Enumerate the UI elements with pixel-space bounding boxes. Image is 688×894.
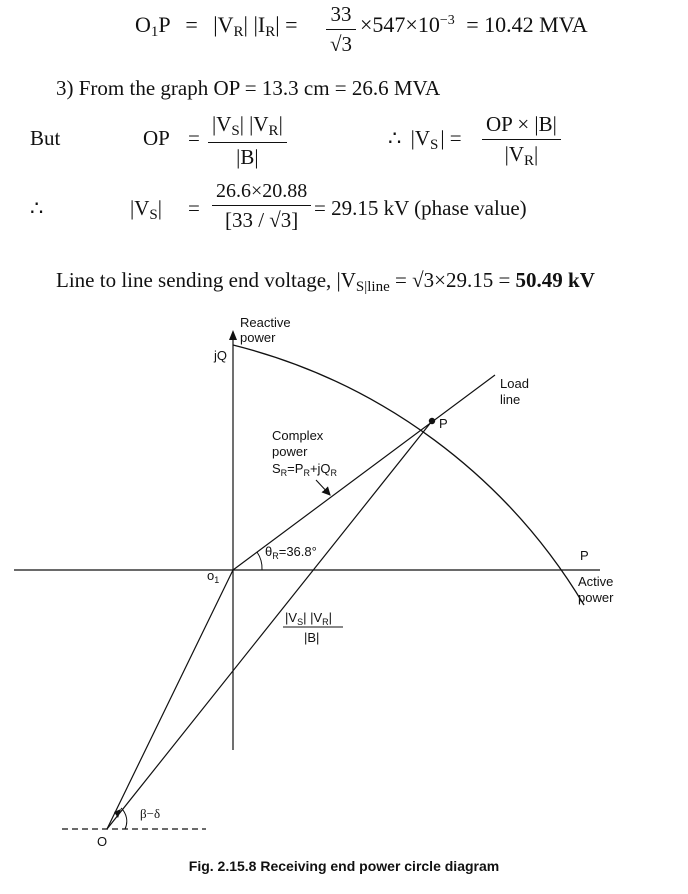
op-num-vr: | |V [239,112,269,136]
p-axis-label: P [580,548,589,563]
graph-op-line: 3) From the graph OP = 13.3 cm = 26.6 MVA [56,76,441,100]
o1p-ir: | |I [243,12,266,37]
figure-caption: Fig. 2.15.8 Receiving end power circle diagram [188,858,500,874]
lv-text: Line to line sending end voltage, |V [56,268,356,292]
reactive-axis-arrow-icon [229,330,237,340]
vs1-den-vr: |V [504,142,524,166]
op-equals: = [188,126,200,150]
o1p-p: P [158,12,170,37]
jq-label: jQ [214,348,227,363]
reactive-label-1: Reactive [240,315,291,330]
o1p-sub: 1 [150,24,159,40]
op-num-vs-sub: S [231,123,240,139]
beta-delta-label: β−δ [140,806,161,821]
o1-label: $o_1$ [207,568,220,585]
complex-power-arrow [316,480,330,495]
o1p-eq2: | = [275,12,298,37]
vs2-end: | [157,196,162,220]
lv-mid: = √3×29.15 = [389,268,516,292]
o-label: O [97,834,108,849]
lv-sub-s: S [355,279,365,295]
vs2-sub: S [149,207,158,223]
frac-sqrt3: √3 [330,32,353,56]
reactive-label-2: power [240,330,276,345]
vs1-num: OP × |B| [486,112,557,136]
radius-denominator: |B| [304,630,320,645]
vs1-sub: S [430,137,439,153]
line-o-o1 [107,570,233,829]
vs2-equals: = [188,196,200,220]
vs1-label: |V [410,126,430,150]
therefore-symbol: ∴ [388,126,402,150]
vs2-therefore: ∴ [30,196,44,220]
theta-label: $\theta_R=36.8^\circ$ [265,544,317,561]
but-label: But [30,126,61,150]
op-fraction-den: |B| [236,145,259,169]
o1p-multiplier: ×547×10 [360,12,440,37]
op-num-vr-sub: R [268,123,279,139]
op-num-vs: |V [212,112,232,136]
o1p-vr-sub: R [233,24,244,40]
active-label-2: power [578,590,614,605]
o1p-vr: |V [213,12,234,37]
o1p-exponent: −3 [439,13,455,28]
radius-line-op [107,421,432,829]
frac-33: 33 [330,2,352,26]
vs2-v: |V [130,196,150,220]
vs1-equals: | = [440,126,462,150]
point-p [429,418,435,424]
complex-label-1: Complex [272,428,324,443]
load-line-label-1: Load [500,376,529,391]
sr-label: $S_R=P_R+jQ_R$ [272,461,338,478]
vs2-num: 26.6×20.88 [216,180,308,202]
vs2-result: = 29.15 kV (phase value) [314,196,527,220]
radius-numerator: $|V_S|$ $|V_R|$ [285,610,333,627]
o1p-ir-sub: R [265,24,276,40]
o1p-equals: = [185,12,198,37]
point-p-label: P [439,416,448,431]
vs1-den-end: | [534,142,539,166]
o1p-o: O [135,12,151,37]
op-num-end: | [278,112,283,136]
lv-sub-line: |line [364,279,390,295]
vs2-den: [33 / √3] [224,208,299,232]
op-label: OP [143,126,170,150]
load-line-label-2: line [500,392,521,407]
vs1-den-sub: R [523,153,534,169]
active-label-1: Active [578,574,614,589]
complex-label-2: power [272,444,308,459]
o1p-result: = 10.42 MVA [466,12,588,37]
theta-arc [257,552,262,570]
lv-result: 50.49 kV [515,268,595,292]
